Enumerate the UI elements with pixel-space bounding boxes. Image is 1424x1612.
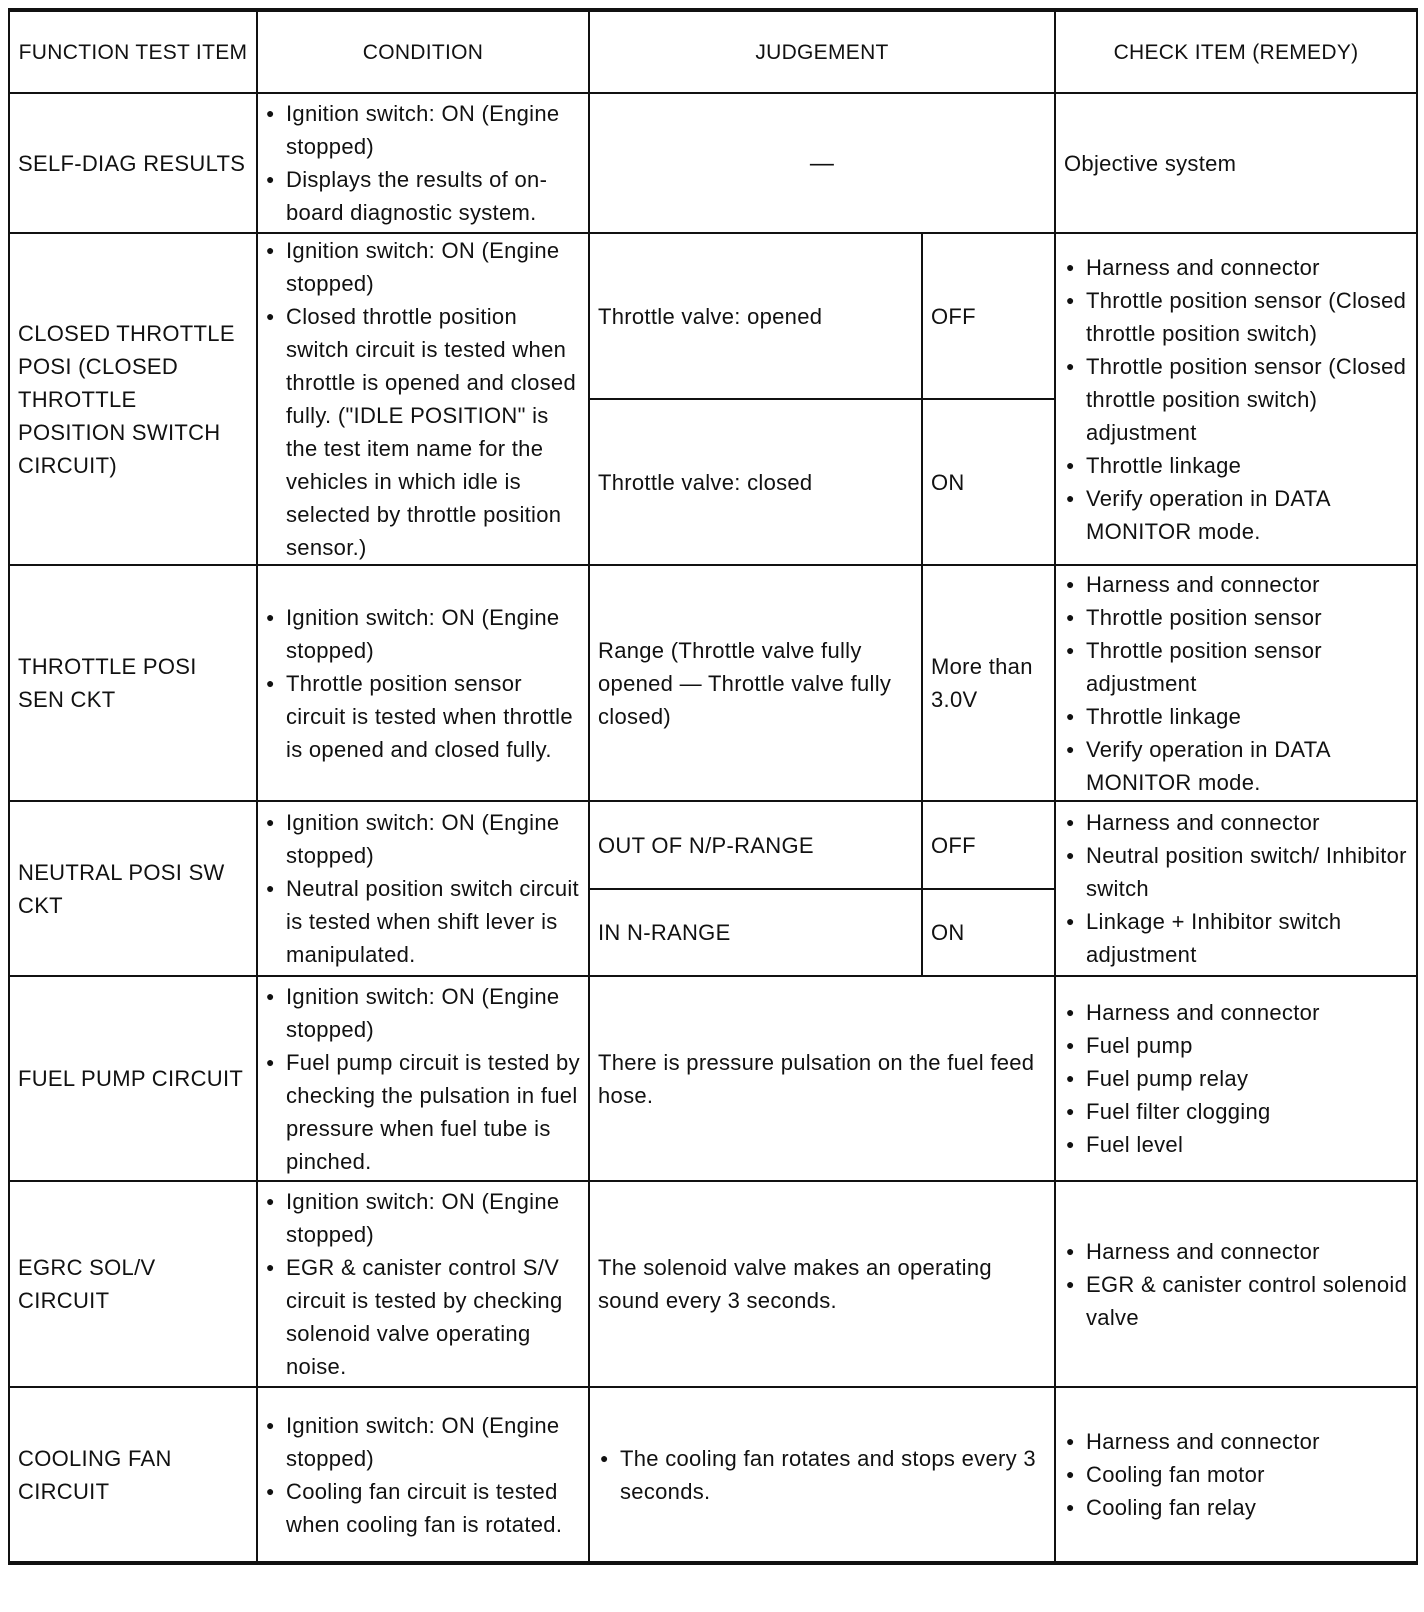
- check-bullet: ● Harness and connector: [1064, 806, 1408, 839]
- check-bullet: ● Harness and connector: [1064, 568, 1408, 601]
- judgement-value: ON: [922, 889, 1055, 976]
- table-row: [9, 1387, 1417, 1563]
- judgement-label: Range (Throttle valve fully opened — Throttle valve fully closed): [589, 565, 922, 801]
- function-test-item: NEUTRAL POSI SW CKT: [9, 801, 257, 976]
- check-bullet: ● Fuel pump: [1064, 1029, 1408, 1062]
- condition-cell: [257, 233, 589, 565]
- check-bullet: ● Fuel level: [1064, 1128, 1408, 1161]
- condition-bullet: ● Ignition switch: ON (Engine stopped): [264, 1409, 580, 1475]
- table-row: [9, 233, 1417, 399]
- header-function-test-item: FUNCTION TEST ITEM: [9, 10, 257, 93]
- condition-cell: [257, 976, 589, 1181]
- check-item-cell: [1055, 1181, 1417, 1387]
- judgement-label: IN N-RANGE: [589, 889, 922, 976]
- judgement-value: OFF: [922, 801, 1055, 889]
- check-bullet: ● Throttle linkage: [1064, 700, 1408, 733]
- judgement-label: Throttle valve: opened: [589, 233, 922, 399]
- condition-bullet: ● Ignition switch: ON (Engine stopped): [264, 980, 580, 1046]
- check-bullet: ● Throttle position sensor: [1064, 601, 1408, 634]
- header-row: [9, 10, 1417, 93]
- check-item-cell: Objective system: [1055, 93, 1417, 233]
- condition-bullet: ● Ignition switch: ON (Engine stopped): [264, 601, 580, 667]
- judgement-cell: —: [589, 93, 1055, 233]
- check-bullet: ● Throttle position sensor adjustment: [1064, 634, 1408, 700]
- judgement-cell: There is pressure pulsation on the fuel feed hose.: [589, 976, 1055, 1181]
- table-row: [9, 565, 1417, 801]
- judgement-label: Throttle valve: closed: [589, 399, 922, 565]
- check-bullet: ● Harness and connector: [1064, 1235, 1408, 1268]
- condition-bullet: ● Throttle position sensor circuit is tested when throttle is opened and closed fully.: [264, 667, 580, 766]
- condition-cell: [257, 801, 589, 976]
- function-test-item: CLOSED THROTTLE POSI (CLOSED THROTTLE POSITION SWITCH CIRCUIT): [9, 233, 257, 565]
- condition-bullet: ● Cooling fan circuit is tested when cooling fan is rotated.: [264, 1475, 580, 1541]
- check-bullet: ● Verify operation in DATA MONITOR mode.: [1064, 482, 1408, 548]
- check-bullet: ● Harness and connector: [1064, 251, 1408, 284]
- function-test-item: SELF-DIAG RESULTS: [9, 93, 257, 233]
- check-bullet: ● Throttle position sensor (Closed throttle position switch) adjustment: [1064, 350, 1408, 449]
- check-bullet: ● Cooling fan relay: [1064, 1491, 1408, 1524]
- function-test-item: FUEL PUMP CIRCUIT: [9, 976, 257, 1181]
- condition-bullet: ● Closed throttle position switch circuit is tested when throttle is opened and closed fully. ("IDLE POSITION" is the test item name for the vehicles in which idle is selected by throttle position sensor.): [264, 300, 580, 564]
- condition-cell: [257, 93, 589, 233]
- function-test-table-wrapper: [8, 8, 1416, 1565]
- check-bullet: ● Harness and connector: [1064, 996, 1408, 1029]
- judgement-cell: [589, 1387, 1055, 1563]
- check-item-cell: [1055, 976, 1417, 1181]
- header-check-item: CHECK ITEM (REMEDY): [1055, 10, 1417, 93]
- check-item-cell: [1055, 801, 1417, 976]
- header-condition: CONDITION: [257, 10, 589, 93]
- condition-cell: [257, 1181, 589, 1387]
- table-row: [9, 1181, 1417, 1387]
- check-bullet: ● Neutral position switch/ Inhibitor switch: [1064, 839, 1408, 905]
- check-bullet: ● Fuel pump relay: [1064, 1062, 1408, 1095]
- condition-bullet: ● Displays the results of on-board diagnostic system.: [264, 163, 580, 229]
- judgement-value: OFF: [922, 233, 1055, 399]
- judgement-label: OUT OF N/P-RANGE: [589, 801, 922, 889]
- check-item-cell: [1055, 565, 1417, 801]
- judgement-cell: The solenoid valve makes an operating sound every 3 seconds.: [589, 1181, 1055, 1387]
- judgement-value: ON: [922, 399, 1055, 565]
- check-bullet: ● Cooling fan motor: [1064, 1458, 1408, 1491]
- check-bullet: ● EGR & canister control solenoid valve: [1064, 1268, 1408, 1334]
- table-row: [9, 93, 1417, 233]
- function-test-item: COOLING FAN CIRCUIT: [9, 1387, 257, 1563]
- check-bullet: ● Throttle linkage: [1064, 449, 1408, 482]
- check-item-cell: [1055, 1387, 1417, 1563]
- condition-bullet: ● Ignition switch: ON (Engine stopped): [264, 806, 580, 872]
- check-bullet: ● Verify operation in DATA MONITOR mode.: [1064, 733, 1408, 799]
- function-test-table: [8, 8, 1418, 1565]
- check-bullet: ● Harness and connector: [1064, 1425, 1408, 1458]
- check-bullet: ● Fuel filter clogging: [1064, 1095, 1408, 1128]
- check-item-cell: [1055, 233, 1417, 565]
- function-test-item: EGRC SOL/V CIRCUIT: [9, 1181, 257, 1387]
- table-row: [9, 801, 1417, 889]
- condition-bullet: ● Ignition switch: ON (Engine stopped): [264, 97, 580, 163]
- header-judgement: JUDGEMENT: [589, 10, 1055, 93]
- condition-cell: [257, 1387, 589, 1563]
- function-test-item: THROTTLE POSI SEN CKT: [9, 565, 257, 801]
- condition-bullet: ● Neutral position switch circuit is tested when shift lever is manipulated.: [264, 872, 580, 971]
- table-row: [9, 976, 1417, 1181]
- check-bullet: ● Throttle position sensor (Closed throttle position switch): [1064, 284, 1408, 350]
- condition-bullet: ● Fuel pump circuit is tested by checking the pulsation in fuel pressure when fuel tube is pinched.: [264, 1046, 580, 1178]
- condition-cell: [257, 565, 589, 801]
- condition-bullet: ● Ignition switch: ON (Engine stopped): [264, 1185, 580, 1251]
- condition-bullet: ● Ignition switch: ON (Engine stopped): [264, 234, 580, 300]
- judgement-value: More than 3.0V: [922, 565, 1055, 801]
- check-bullet: ● Linkage + Inhibitor switch adjustment: [1064, 905, 1408, 971]
- judgement-bullet: ● The cooling fan rotates and stops every 3 seconds.: [598, 1442, 1046, 1508]
- condition-bullet: ● EGR & canister control S/V circuit is tested by checking solenoid valve operating noise.: [264, 1251, 580, 1383]
